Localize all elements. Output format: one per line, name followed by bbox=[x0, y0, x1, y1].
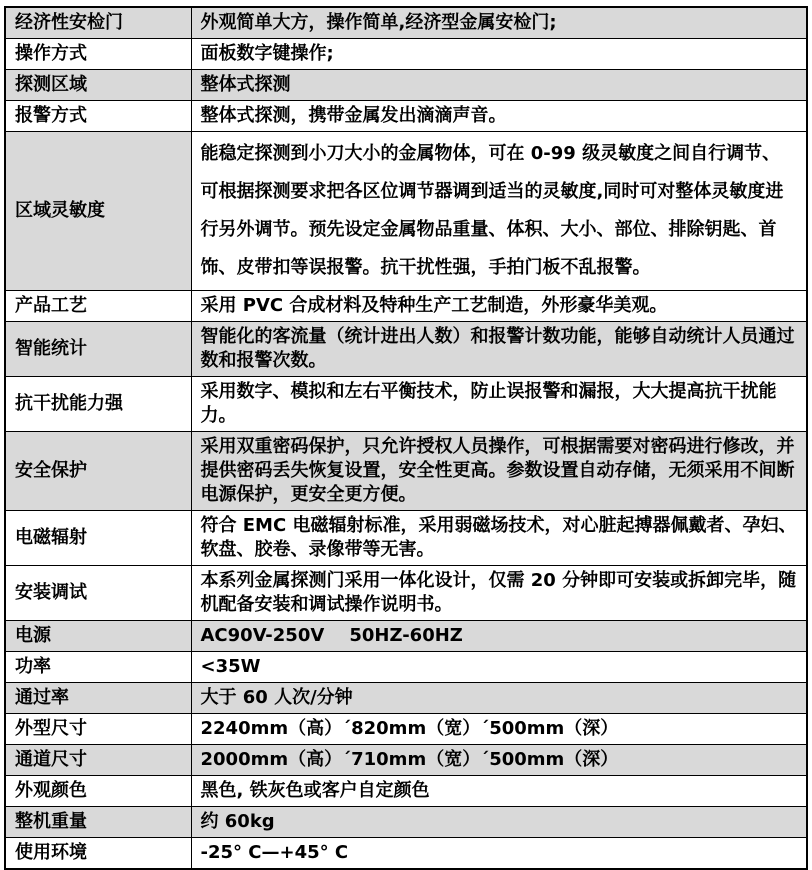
spec-value-cell: 采用 PVC 合成材料及特种生产工艺制造，外形豪华美观。 bbox=[191, 291, 807, 322]
spec-label-cell: 通过率 bbox=[5, 683, 191, 714]
spec-label-cell: 通道尺寸 bbox=[5, 745, 191, 776]
table-row bbox=[5, 377, 807, 432]
spec-label-cell: 区域灵敏度 bbox=[5, 132, 191, 291]
spec-label-cell: 抗干扰能力强 bbox=[5, 377, 191, 432]
table-row bbox=[5, 291, 807, 322]
table-row bbox=[5, 807, 807, 838]
spec-label-cell: 智能统计 bbox=[5, 322, 191, 377]
spec-label-cell: 报警方式 bbox=[5, 101, 191, 132]
spec-value-cell: 本系列金属探测门采用一体化设计，仅需 20 分钟即可安装或拆卸完毕，随机配备安装和调试操作说明书。 bbox=[191, 566, 807, 621]
table-row bbox=[5, 838, 807, 870]
table-row bbox=[5, 566, 807, 621]
spec-value-cell: 黑色, 铁灰色或客户自定颜色 bbox=[191, 776, 807, 807]
table-row bbox=[5, 70, 807, 101]
spec-label-cell: 使用环境 bbox=[5, 838, 191, 870]
spec-value-cell: 大于 60 人次/分钟 bbox=[191, 683, 807, 714]
table-row bbox=[5, 432, 807, 511]
spec-value-cell: 能稳定探测到小刀大小的金属物体，可在 0-99 级灵敏度之间自行调节、可根据探测要求把各区位调节器调到适当的灵敏度,同时可对整体灵敏度进行另外调节。预先设定金属物品重量、体积、大小、部位、排除钥匙、首饰、皮带扣等误报警。抗干扰性强，手拍门板不乱报警。 bbox=[191, 132, 807, 291]
spec-label-cell: 外型尺寸 bbox=[5, 714, 191, 745]
spec-label-cell: 电磁辐射 bbox=[5, 511, 191, 566]
spec-value-cell: 面板数字键操作; bbox=[191, 39, 807, 70]
table-row bbox=[5, 714, 807, 745]
spec-label-cell: 外观颜色 bbox=[5, 776, 191, 807]
table-row bbox=[5, 101, 807, 132]
spec-value-cell: 智能化的客流量（统计进出人数）和报警计数功能，能够自动统计人员通过数和报警次数。 bbox=[191, 322, 807, 377]
table-row bbox=[5, 7, 807, 39]
spec-value-cell: 2000mm（高）´710mm（宽）´500mm（深） bbox=[191, 745, 807, 776]
table-row bbox=[5, 745, 807, 776]
spec-value-cell: 整体式探测 bbox=[191, 70, 807, 101]
table-row bbox=[5, 776, 807, 807]
table-row bbox=[5, 621, 807, 652]
spec-value-cell: 符合 EMC 电磁辐射标准，采用弱磁场技术，对心脏起搏器佩戴者、孕妇、软盘、胶卷、录像带等无害。 bbox=[191, 511, 807, 566]
spec-value-cell: 采用双重密码保护，只允许授权人员操作，可根据需要对密码进行修改，并提供密码丢失恢复设置，安全性更高。参数设置自动存储，无须采用不间断电源保护，更安全更方便。 bbox=[191, 432, 807, 511]
spec-table-body bbox=[5, 7, 807, 869]
spec-label-cell: 电源 bbox=[5, 621, 191, 652]
spec-value-cell: 2240mm（高）´820mm（宽）´500mm（深） bbox=[191, 714, 807, 745]
spec-label-cell: 经济性安检门 bbox=[5, 7, 191, 39]
spec-table bbox=[4, 6, 808, 870]
spec-value-cell: AC90V-250V 50HZ-60HZ bbox=[191, 621, 807, 652]
spec-label-cell: 安全保护 bbox=[5, 432, 191, 511]
spec-value-cell: <35W bbox=[191, 652, 807, 683]
spec-label-cell: 产品工艺 bbox=[5, 291, 191, 322]
spec-label-cell: 功率 bbox=[5, 652, 191, 683]
spec-label-cell: 安装调试 bbox=[5, 566, 191, 621]
spec-label-cell: 整机重量 bbox=[5, 807, 191, 838]
table-row bbox=[5, 683, 807, 714]
spec-value-cell: -25° C—+45° C bbox=[191, 838, 807, 870]
table-row bbox=[5, 511, 807, 566]
spec-value-cell: 整体式探测，携带金属发出滴滴声音。 bbox=[191, 101, 807, 132]
spec-value-cell: 约 60kg bbox=[191, 807, 807, 838]
table-row bbox=[5, 39, 807, 70]
spec-label-cell: 操作方式 bbox=[5, 39, 191, 70]
spec-value-cell: 外观简单大方，操作简单,经济型金属安检门; bbox=[191, 7, 807, 39]
table-row bbox=[5, 652, 807, 683]
table-row bbox=[5, 322, 807, 377]
spec-value-cell: 采用数字、模拟和左右平衡技术，防止误报警和漏报，大大提高抗干扰能力。 bbox=[191, 377, 807, 432]
table-row bbox=[5, 132, 807, 291]
spec-label-cell: 探测区域 bbox=[5, 70, 191, 101]
